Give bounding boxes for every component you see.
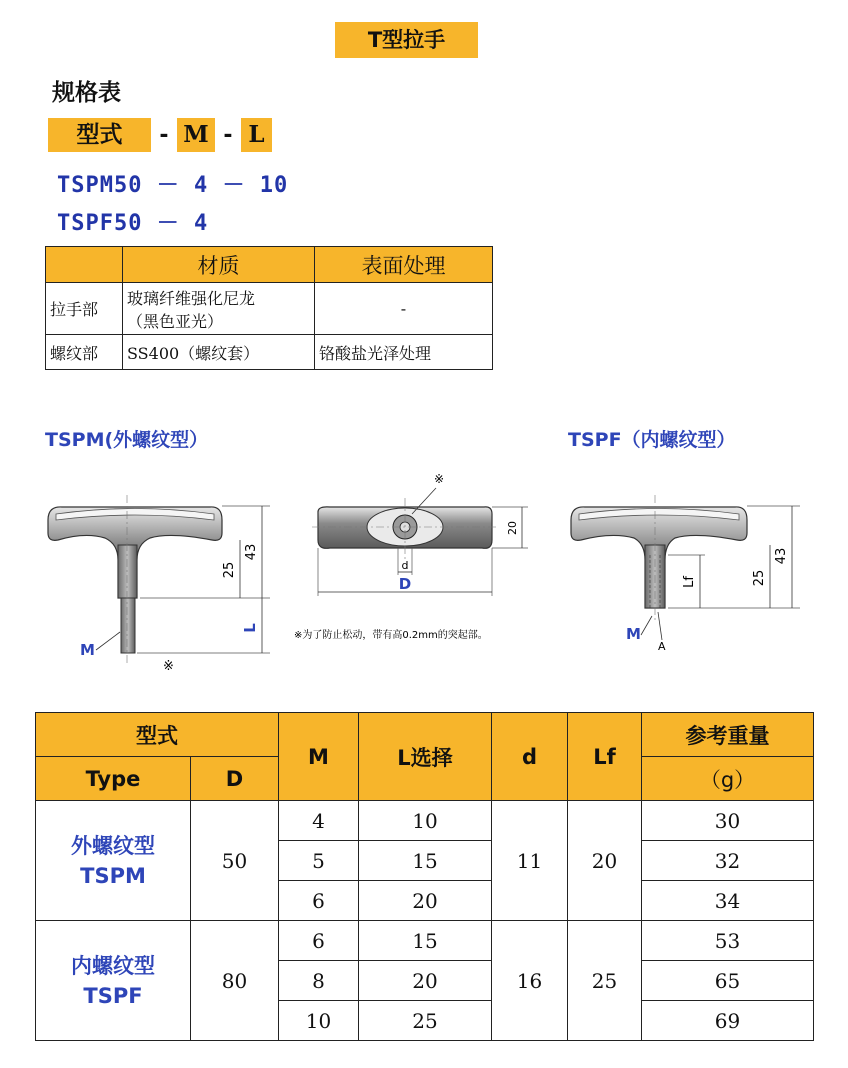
header-type: Type — [36, 757, 191, 801]
code-l-box: L — [241, 118, 272, 152]
tspm-diagram-title: TSPM(外螺纹型） — [45, 429, 209, 451]
dim-L: L — [241, 623, 259, 633]
M-cell: 8 — [279, 961, 359, 1001]
part-label: 螺纹部 — [46, 335, 123, 370]
weight-cell: 30 — [642, 801, 814, 841]
D-cell: 80 — [191, 921, 279, 1041]
D-cell: 50 — [191, 801, 279, 921]
M-cell: 5 — [279, 841, 359, 881]
code-m-box: M — [177, 118, 215, 152]
code-model-box: 型式 — [48, 118, 151, 152]
finish-header: 表面处理 — [315, 247, 493, 283]
material-header: 材质 — [123, 247, 315, 283]
d-cell: 11 — [492, 801, 568, 921]
L-cell: 25 — [359, 1001, 492, 1041]
dim-25: 25 — [752, 569, 767, 587]
label-M: M — [80, 641, 95, 659]
finish-cell: 铬酸盐光泽处理 — [315, 335, 493, 370]
header-model: 型式 — [36, 713, 279, 757]
header-Lf: Lf — [568, 713, 642, 801]
header-M: M — [279, 713, 359, 801]
table-row — [36, 801, 814, 841]
table-row — [36, 921, 814, 961]
L-cell: 15 — [359, 921, 492, 961]
d-cell: 16 — [492, 921, 568, 1041]
type-cell-tspm — [36, 801, 191, 921]
spec-heading: 规格表 — [52, 80, 121, 106]
material-cell: SS400（螺纹套） — [123, 335, 315, 370]
Lf-cell: 20 — [568, 801, 642, 921]
weight-cell: 53 — [642, 921, 814, 961]
dim-d: d — [401, 559, 409, 572]
M-cell: 6 — [279, 881, 359, 921]
header-d: d — [492, 713, 568, 801]
weight-cell: 69 — [642, 1001, 814, 1041]
finish-cell: - — [315, 283, 493, 335]
type-name-en: TSPF — [83, 983, 143, 1008]
weight-cell: 34 — [642, 881, 814, 921]
tspm-side-view — [48, 495, 270, 674]
example-code-tspf: TSPF50 － 4 — [57, 211, 209, 236]
L-cell: 20 — [359, 881, 492, 921]
dim-25: 25 — [222, 561, 237, 579]
label-M: M — [626, 625, 641, 643]
dim-43: 43 — [244, 543, 259, 561]
material-line: （黑色亚光） — [127, 311, 224, 331]
type-name-cn: 外螺纹型 — [71, 833, 155, 858]
top-view-note: ※为了防止松动，带有高0.2mm的突起部。 — [294, 630, 488, 641]
weight-cell: 65 — [642, 961, 814, 1001]
type-name-en: TSPM — [80, 863, 146, 888]
spec-table — [35, 712, 814, 1041]
material-line: 玻璃纤维强化尼龙 — [127, 288, 256, 308]
example-code-tspm: TSPM50 － 4 － 10 — [57, 173, 289, 198]
type-cell-tspf — [36, 921, 191, 1041]
L-cell: 10 — [359, 801, 492, 841]
dim-D: D — [398, 575, 412, 593]
weight-cell: 32 — [642, 841, 814, 881]
tspf-diagram-title: TSPF（内螺纹型） — [568, 429, 736, 451]
M-cell: 4 — [279, 801, 359, 841]
header-weight-unit: （g） — [642, 757, 814, 801]
M-cell: 6 — [279, 921, 359, 961]
dim-Lf: Lf — [682, 576, 697, 588]
label-A: A — [658, 640, 666, 653]
header-L: L选择 — [359, 713, 492, 801]
Lf-cell: 25 — [568, 921, 642, 1041]
mark: ※ — [163, 659, 174, 674]
dim-20: 20 — [506, 521, 519, 535]
code-separator: - — [223, 122, 233, 148]
page-title: T型拉手 — [335, 22, 478, 58]
L-cell: 15 — [359, 841, 492, 881]
part-label: 拉手部 — [46, 283, 123, 335]
code-separator: - — [159, 122, 169, 148]
top-view — [294, 472, 528, 641]
type-name-cn: 内螺纹型 — [71, 953, 155, 978]
header-D: D — [191, 757, 279, 801]
mark: ※ — [434, 472, 445, 486]
tspf-side-view — [571, 495, 800, 653]
L-cell: 20 — [359, 961, 492, 1001]
M-cell: 10 — [279, 1001, 359, 1041]
dim-43: 43 — [774, 547, 789, 565]
header-weight: 参考重量 — [642, 713, 814, 757]
